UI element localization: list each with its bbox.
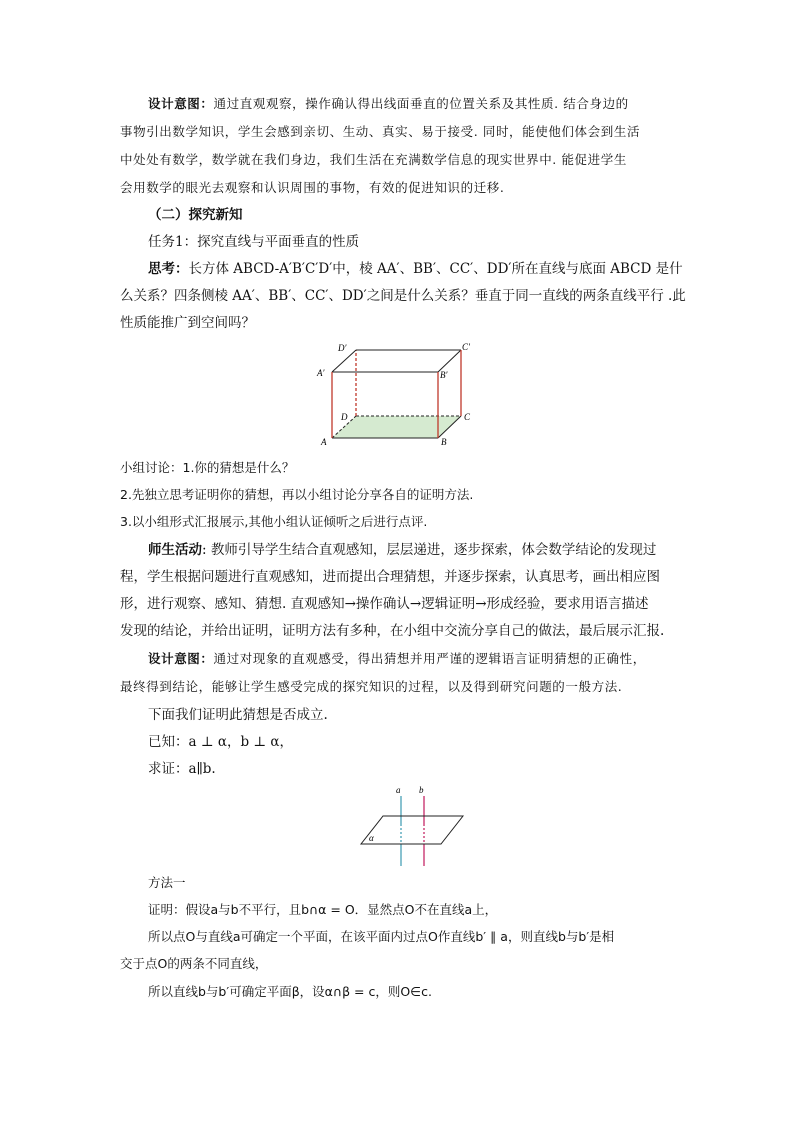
activity-line1: 师生活动: 教师引导学生结合直观感知，层层递进，逐步探索，体会数学结论的发现过 (148, 542, 657, 558)
label-d1: D′ (338, 343, 347, 353)
plane-alpha (361, 816, 463, 844)
activity-line3: 形，进行观察、感知、猜想. 直观感知→操作确认→逻辑证明→形成经验，要求用语言描述 (120, 596, 649, 612)
label-line-b: b (419, 785, 424, 795)
edge-b1c1 (438, 350, 461, 372)
think-line1: 思考：长方体 ABCD-A′B′C′D′中，棱 AA′、BB′、CC′、DD′所在直线与底面 ABCD 是什 (148, 261, 683, 277)
activity-label: 师生活动 (148, 542, 202, 558)
design-intent-1-line3: 中处处有数学，数学就在我们身边，我们生活在充满数学信息的现实世界中. 能促进学生 (120, 152, 627, 167)
activity-line2: 程，学生根据问题进行直观感知，进而提出合理猜想，并逐步探索，认真思考，画出相应图 (120, 569, 660, 585)
prove-statement: 求证：a∥b. (148, 761, 216, 777)
design-intent-1-line4: 会用数学的眼光去观察和认识周围的事物，有效的促进知识的迁移. (120, 180, 505, 195)
think-label: 思考： (148, 261, 189, 277)
section-heading: （二）探究新知 (148, 207, 243, 223)
label-a: A (321, 437, 327, 447)
edge-a1d1 (332, 350, 356, 372)
design-intent-label-2: 设计意图： (148, 651, 214, 666)
label-b: B (441, 437, 447, 447)
label-d: D (341, 412, 348, 422)
design-intent-1-line2: 事物引出数学知识，学生会感到亲切、生动、真实、易于接受. 同时，能使他们体会到生活 (120, 124, 641, 139)
label-c: C (464, 412, 471, 422)
proof-line1: 证明：假设a与b不平行，且b∩α = O．显然点O不在直线a上， (148, 902, 498, 917)
design-intent-2-line2: 最终得到结论，能够让学生感受完成的探究知识的过程，以及得到研究问题的一般方法. (120, 679, 623, 694)
activity-line4: 发现的结论，并给出证明，证明方法有多种，在小组中交流分享自己的做法，最后展示汇报. (120, 623, 665, 639)
proof-line4: 所以直线b与b′可确定平面β，设α∩β = c，则O∈c. (148, 984, 432, 999)
proof-line3: 交于点O的两条不同直线， (120, 956, 268, 971)
design-intent-2-line1: 设计意图：通过对现象的直观感受，得出猜想并用严谨的逻辑语言证明猜想的正确性， (148, 651, 646, 666)
task-heading: 任务1：探究直线与平面垂直的性质 (148, 234, 360, 250)
label-plane-alpha: α (369, 833, 374, 843)
proof-line2: 所以点O与直线a可确定一个平面，在该平面内过点O作直线b′ ∥ a，则直线b与b′是相 (148, 929, 615, 944)
design-intent-1-line1: 设计意图：通过直观观察，操作确认得出线面垂直的位置关系及其性质. 结合身边的 (148, 96, 629, 111)
think-line3: 性质能推广到空间吗？ (120, 315, 255, 331)
design-intent-label: 设计意图： (148, 96, 214, 111)
method-heading: 方法一 (148, 875, 186, 890)
label-c1: C′ (462, 342, 470, 352)
think-line2: 么关系？四条侧棱 AA′、BB′、CC′、DD′之间是什么关系？垂直于同一直线的两条直线平行 .此 (120, 288, 686, 304)
discussion-line3: 3.以小组形式汇报展示,其他小组认证倾听之后进行点评. (120, 514, 428, 529)
label-line-a: a (396, 785, 401, 795)
proof-intro: 下面我们证明此猜想是否成立. (148, 707, 328, 723)
label-b1: B′ (440, 370, 448, 380)
cuboid-figure (310, 338, 480, 450)
discussion-line2: 2.先独立思考证明你的猜想，再以小组讨论分享各自的证明方法. (120, 487, 474, 502)
discussion-line1: 小组讨论：1.你的猜想是什么？ (120, 460, 295, 475)
label-a1: A′ (317, 368, 325, 378)
given-statement: 已知：a ⊥ α，b ⊥ α， (148, 734, 293, 750)
plane-lines-figure (355, 782, 470, 868)
